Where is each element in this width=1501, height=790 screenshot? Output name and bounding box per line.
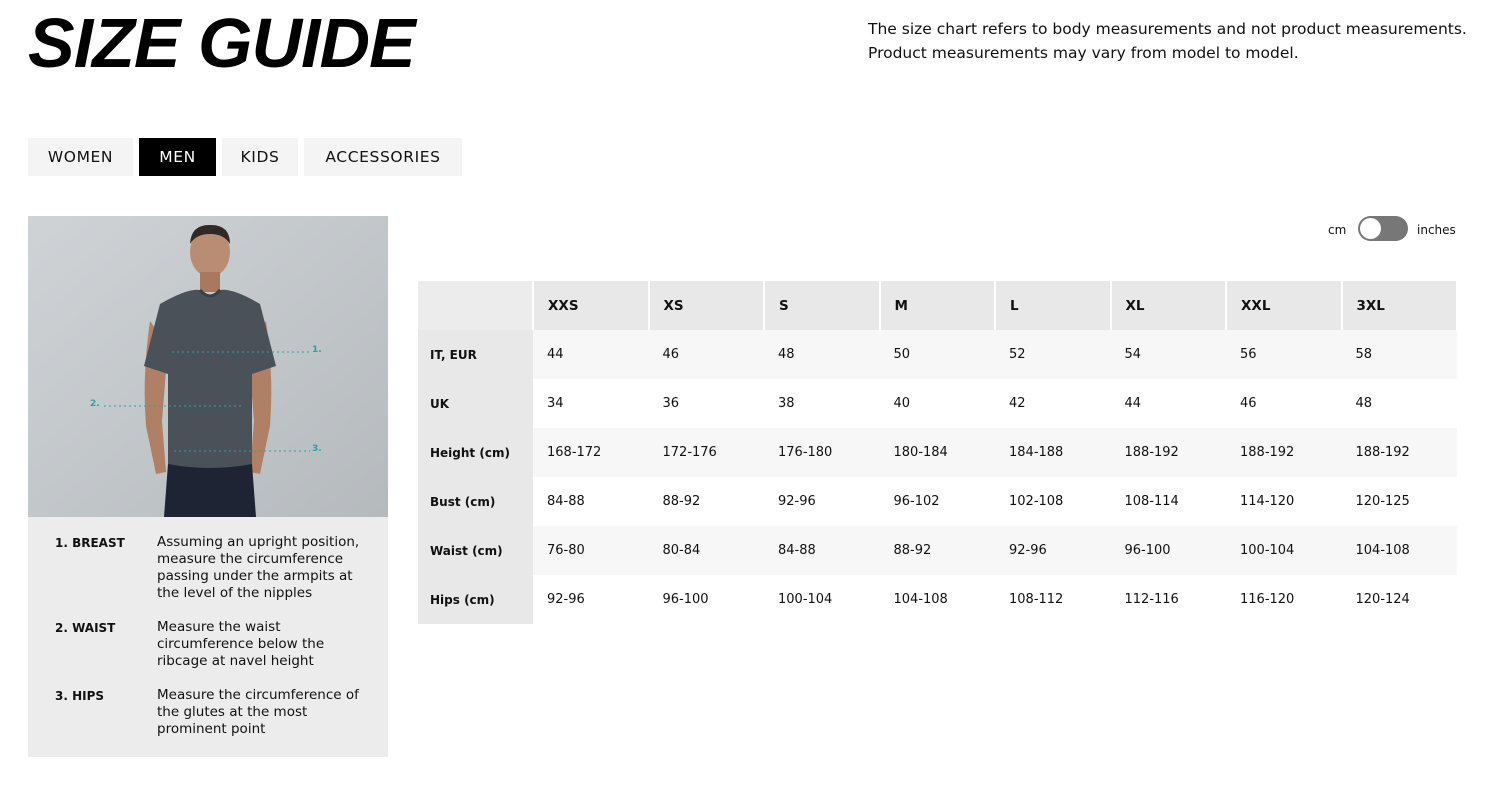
table-cell: 168-172: [533, 428, 649, 477]
table-cell: 54: [1111, 330, 1227, 379]
unit-cm-label[interactable]: cm: [1328, 223, 1347, 237]
table-cell: 108-114: [1111, 477, 1227, 526]
table-cell: 180-184: [880, 428, 996, 477]
table-row: [418, 575, 1457, 624]
row-label: UK: [418, 379, 533, 428]
table-cell: 42: [995, 379, 1111, 428]
table-cell: 50: [880, 330, 996, 379]
measurement-desc: Assuming an upright position, measure the circumference passing under the armpits at the level of the nipples: [157, 534, 360, 601]
table-cell: 102-108: [995, 477, 1111, 526]
row-label: Height (cm): [418, 428, 533, 477]
size-header: S: [764, 281, 880, 330]
table-cell: 58: [1342, 330, 1458, 379]
table-cell: 172-176: [649, 428, 765, 477]
table-cell: 34: [533, 379, 649, 428]
table-row: [418, 379, 1457, 428]
table-cell: 96-102: [880, 477, 996, 526]
measurement-guide-panel: [28, 216, 388, 757]
table-cell: 84-88: [533, 477, 649, 526]
table-cell: 104-108: [1342, 526, 1458, 575]
table-corner: [418, 281, 533, 330]
marker-waist: 2.: [90, 399, 100, 409]
table-cell: 44: [533, 330, 649, 379]
measurement-label: 1. BREAST: [55, 536, 125, 550]
measurement-label: 2. WAIST: [55, 621, 116, 635]
table-row: [418, 330, 1457, 379]
table-cell: 92-96: [995, 526, 1111, 575]
table-cell: 38: [764, 379, 880, 428]
size-header: XL: [1111, 281, 1227, 330]
table-cell: 184-188: [995, 428, 1111, 477]
size-header: 3XL: [1342, 281, 1458, 330]
table-cell: 188-192: [1111, 428, 1227, 477]
tab-men[interactable]: MEN: [139, 138, 216, 176]
switch-knob: [1360, 218, 1381, 239]
row-label: Bust (cm): [418, 477, 533, 526]
row-label: Waist (cm): [418, 526, 533, 575]
size-chart-note: The size chart refers to body measurements and not product measurements. Product measurements may vary from model to model.: [868, 20, 1467, 62]
table-cell: 52: [995, 330, 1111, 379]
table-cell: 188-192: [1226, 428, 1342, 477]
table-cell: 108-112: [995, 575, 1111, 624]
unit-inches-label[interactable]: inches: [1417, 223, 1456, 237]
table-row: [418, 477, 1457, 526]
table-cell: 46: [1226, 379, 1342, 428]
table-cell: 36: [649, 379, 765, 428]
table-cell: 176-180: [764, 428, 880, 477]
table-cell: 84-88: [764, 526, 880, 575]
table-cell: 114-120: [1226, 477, 1342, 526]
table-cell: 44: [1111, 379, 1227, 428]
size-header: XS: [649, 281, 765, 330]
table-cell: 92-96: [533, 575, 649, 624]
table-cell: 112-116: [1111, 575, 1227, 624]
marker-breast: 1.: [312, 345, 322, 355]
tab-women[interactable]: WOMEN: [28, 138, 133, 176]
table-cell: 96-100: [649, 575, 765, 624]
table-cell: 96-100: [1111, 526, 1227, 575]
table-row: [418, 428, 1457, 477]
table-cell: 80-84: [649, 526, 765, 575]
measurement-desc: Measure the circumference of the glutes at the most prominent point: [157, 687, 359, 737]
table-cell: 188-192: [1342, 428, 1458, 477]
table-cell: 120-124: [1342, 575, 1458, 624]
size-table: [418, 281, 1458, 624]
table-cell: 48: [764, 330, 880, 379]
table-cell: 48: [1342, 379, 1458, 428]
table-cell: 76-80: [533, 526, 649, 575]
row-label: IT, EUR: [418, 330, 533, 379]
measurement-label: 3. HIPS: [55, 689, 105, 703]
table-cell: 56: [1226, 330, 1342, 379]
table-cell: 88-92: [649, 477, 765, 526]
size-header: XXL: [1226, 281, 1342, 330]
table-cell: 116-120: [1226, 575, 1342, 624]
unit-switch[interactable]: [1358, 216, 1408, 241]
table-cell: 40: [880, 379, 996, 428]
table-cell: 120-125: [1342, 477, 1458, 526]
table-row: [418, 526, 1457, 575]
unit-toggle: [1328, 216, 1463, 242]
table-cell: 100-104: [1226, 526, 1342, 575]
marker-hips: 3.: [312, 444, 322, 454]
size-header: L: [995, 281, 1111, 330]
size-header: XXS: [533, 281, 649, 330]
page-title: SIZE GUIDE: [28, 4, 415, 82]
table-cell: 92-96: [764, 477, 880, 526]
tab-kids[interactable]: KIDS: [222, 138, 298, 176]
model-photo: [28, 216, 388, 517]
size-header: M: [880, 281, 996, 330]
table-cell: 104-108: [880, 575, 996, 624]
tab-accessories[interactable]: ACCESSORIES: [304, 138, 462, 176]
size-header-row: [418, 281, 1457, 330]
row-label: Hips (cm): [418, 575, 533, 624]
table-cell: 88-92: [880, 526, 996, 575]
table-cell: 46: [649, 330, 765, 379]
measurement-desc: Measure the waist circumference below the ribcage at navel height: [157, 619, 325, 669]
table-cell: 100-104: [764, 575, 880, 624]
